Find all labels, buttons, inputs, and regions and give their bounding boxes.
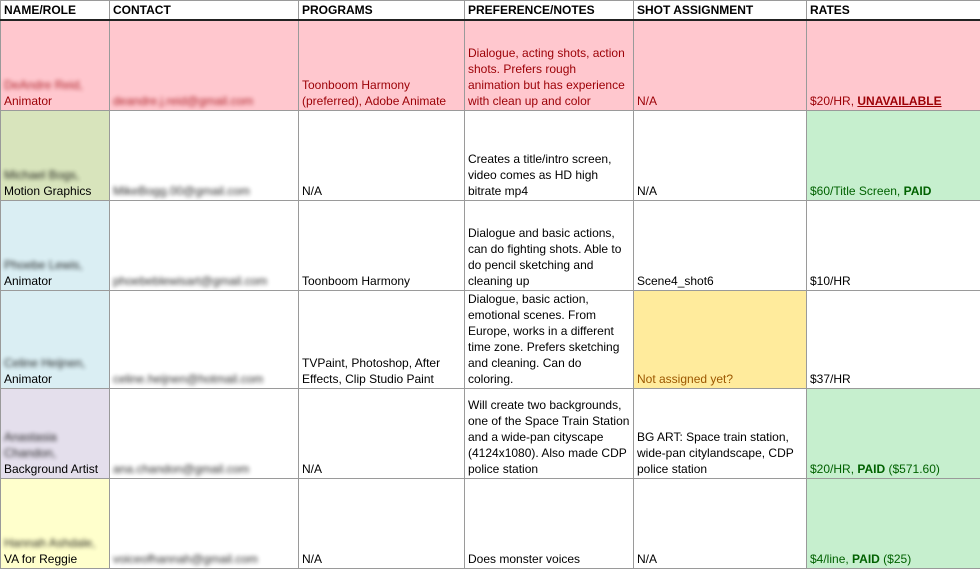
shot-cell[interactable]: Not assigned yet?	[634, 291, 807, 389]
contact-cell[interactable]	[110, 20, 299, 111]
contact-cell[interactable]	[110, 479, 299, 569]
person-role: Background Artist	[4, 461, 106, 477]
header-shot-assignment[interactable]: SHOT ASSIGNMENT	[634, 1, 807, 21]
table-row	[1, 111, 980, 201]
shot-cell[interactable]: N/A	[634, 479, 807, 569]
rate-cell[interactable]	[807, 201, 980, 291]
name-role-cell[interactable]	[1, 20, 110, 111]
contact-cell[interactable]	[110, 291, 299, 389]
contact-email: celine.heijnen@hotmail.com	[113, 372, 263, 386]
person-name: Hannah Ashdale,	[4, 535, 106, 551]
contact-email: deandre.j.reid@gmail.com	[113, 94, 253, 108]
rate-value: $4/line,	[810, 552, 849, 566]
notes-cell[interactable]: Creates a title/intro screen, video comes as HD high bitrate mp4	[465, 111, 634, 201]
programs-cell[interactable]: TVPaint, Photoshop, After Effects, Clip Studio Paint	[299, 291, 465, 389]
rate-cell[interactable]	[807, 389, 980, 479]
person-role: Animator	[4, 273, 106, 289]
name-role-cell[interactable]	[1, 291, 110, 389]
rate-value: $10/HR	[810, 274, 851, 288]
rate-cell[interactable]	[807, 111, 980, 201]
programs-cell[interactable]: N/A	[299, 479, 465, 569]
notes-cell[interactable]: Dialogue and basic actions, can do fighting shots. Able to do pencil sketching and cleaning up	[465, 201, 634, 291]
rate-value: $60/Title Screen,	[810, 184, 900, 198]
person-role: Animator	[4, 93, 106, 109]
table-row	[1, 479, 980, 569]
contact-email: ana.chandon@gmail.com	[113, 462, 249, 476]
person-role: VA for Reggie	[4, 551, 106, 567]
rate-status-unavailable: UNAVAILABLE	[857, 94, 941, 108]
shot-cell[interactable]: N/A	[634, 20, 807, 111]
person-name: Phoebe Lewis,	[4, 257, 106, 273]
header-row	[1, 1, 980, 21]
contact-cell[interactable]	[110, 389, 299, 479]
contact-cell[interactable]	[110, 201, 299, 291]
name-role-cell[interactable]	[1, 479, 110, 569]
name-role-cell[interactable]	[1, 111, 110, 201]
name-role-cell[interactable]	[1, 389, 110, 479]
notes-cell[interactable]: Dialogue, acting shots, action shots. Prefers rough animation but has experience with clean up and color	[465, 20, 634, 111]
rate-value: $20/HR,	[810, 94, 854, 108]
table-row	[1, 389, 980, 479]
header-name-role[interactable]: NAME/ROLE	[1, 1, 110, 21]
rate-total: ($571.60)	[889, 462, 940, 476]
rate-status-paid: PAID	[852, 552, 880, 566]
person-name: Michael Bogs,	[4, 167, 106, 183]
contact-cell[interactable]	[110, 111, 299, 201]
contact-email: MikeBogg.00@gmail.com	[113, 184, 250, 198]
shot-cell[interactable]: N/A	[634, 111, 807, 201]
person-name: Anastasia Chandon,	[4, 429, 106, 461]
programs-cell[interactable]: Toonboom Harmony	[299, 201, 465, 291]
rate-cell[interactable]	[807, 20, 980, 111]
programs-cell[interactable]: Toonboom Harmony (preferred), Adobe Animate	[299, 20, 465, 111]
shot-cell[interactable]: Scene4_shot6	[634, 201, 807, 291]
name-role-cell[interactable]	[1, 201, 110, 291]
person-role: Animator	[4, 371, 106, 387]
shot-cell[interactable]: BG ART: Space train station, wide-pan citylandscape, CDP police station	[634, 389, 807, 479]
rate-cell[interactable]	[807, 479, 980, 569]
table-row	[1, 201, 980, 291]
header-contact[interactable]: CONTACT	[110, 1, 299, 21]
header-notes[interactable]: PREFERENCE/NOTES	[465, 1, 634, 21]
contact-email: voiceofhannah@gmail.com	[113, 552, 258, 566]
rate-value: $37/HR	[810, 372, 851, 386]
table-row	[1, 291, 980, 389]
person-name: Celine Heijnen,	[4, 355, 106, 371]
programs-cell[interactable]: N/A	[299, 389, 465, 479]
rate-total: ($25)	[883, 552, 911, 566]
programs-cell[interactable]: N/A	[299, 111, 465, 201]
header-rates[interactable]: RATES	[807, 1, 980, 21]
notes-cell[interactable]: Will create two backgrounds, one of the Space Train Station and a wide-pan cityscape (4124x1080). Also made CDP police station	[465, 389, 634, 479]
rate-status-paid: PAID	[904, 184, 932, 198]
rate-status-paid: PAID	[857, 462, 885, 476]
rate-cell[interactable]	[807, 291, 980, 389]
rate-value: $20/HR,	[810, 462, 854, 476]
person-role: Motion Graphics	[4, 183, 106, 199]
table-row	[1, 20, 980, 111]
notes-cell[interactable]: Dialogue, basic action, emotional scenes. From Europe, works in a different time zone. Prefers sketching and cleaning. Can do coloring.	[465, 291, 634, 389]
header-programs[interactable]: PROGRAMS	[299, 1, 465, 21]
person-name: DeAndre Reid,	[4, 77, 106, 93]
notes-cell[interactable]: Does monster voices	[465, 479, 634, 569]
contact-email: phoebeblewisart@gmail.com	[113, 274, 267, 288]
